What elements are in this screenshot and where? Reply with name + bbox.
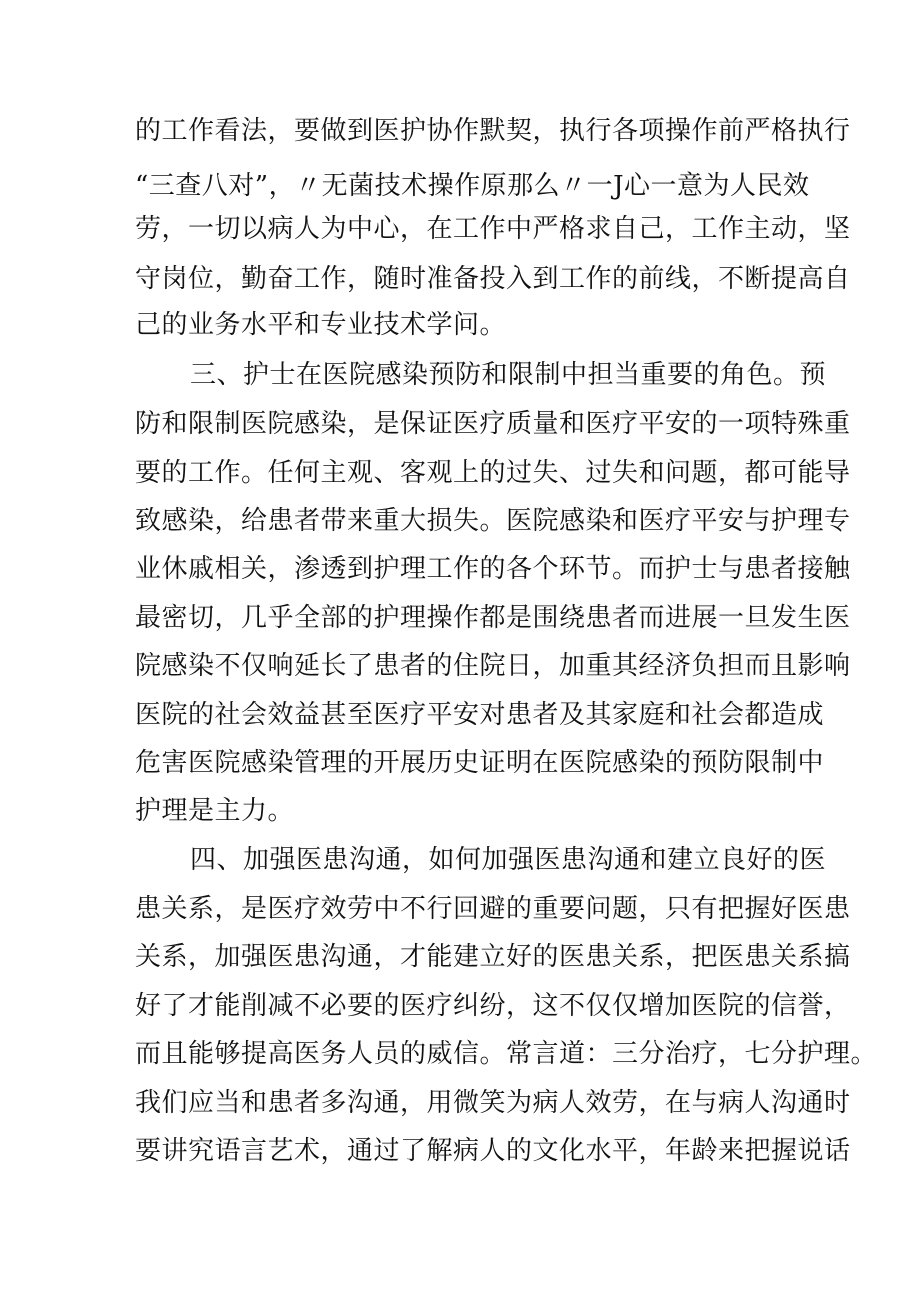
text-line: 而且能够提高医务人员的威信。常言道：三分治疗，七分护理。 (135, 1039, 878, 1069)
text-line: 关系，加强医患沟通，才能建立好的医患关系，把医患关系搞 (135, 942, 851, 972)
text-line: 院感染不仅响延长了患者的住院日，加重其经济负担而且影响 (135, 651, 851, 681)
text-line: 业休戚相关，渗透到护理工作的各个环节。而护士与患者接触 (135, 554, 851, 584)
text-line: 防和限制医院感染，是保证医疗质量和医疗平安的一项特殊重 (135, 409, 851, 439)
text-line: 要讲究语言艺术，通过了解病人的文化水平，年龄来把握说话 (135, 1136, 851, 1166)
text-line: 的工作看法，要做到医护协作默契，执行各项操作前严格执行 (135, 116, 851, 146)
text-line: 我们应当和患者多沟通，用微笑为病人效劳，在与病人沟通时 (135, 1088, 851, 1118)
text-line: 危害医院感染管理的开展历史证明在医院感染的预防限制中 (135, 748, 825, 778)
text-line: 劳，一切以病人为中心，在工作中严格求自己，工作主动，坚 (135, 214, 851, 244)
text-line: 要的工作。任何主观、客观上的过失、过失和问题，都可能导 (135, 458, 851, 488)
text-line: 守岗位，勤奋工作，随时准备投入到工作的前线，不断提高自 (135, 264, 851, 294)
text-line: 好了才能削减不必要的医疗纠纷，这不仅仅增加医院的信誉， (135, 991, 851, 1021)
text-line: 己的业务水平和专业技术学问。 (135, 310, 507, 340)
text-line: 患关系，是医疗效劳中不行回避的重要问题，只有把握好医患 (135, 894, 851, 924)
paragraph-start-line: 三、护士在医院感染预防和限制中担当重要的角色。预 (190, 360, 827, 390)
text-line: 最密切，几乎全部的护理操作都是围绕患者而进展一旦发生医 (135, 603, 851, 633)
text-line: 致感染，给患者带来重大损失。医院感染和医疗平安与护理专 (135, 506, 851, 536)
text-line: 医院的社会效益甚至医疗平安对患者及其家庭和社会都造成 (135, 700, 825, 730)
paragraph-start-line: 四、加强医患沟通，如何加强医患沟通和建立良好的医 (190, 845, 827, 875)
text-line: 护理是主力。 (135, 796, 295, 826)
text-line: “三查八对”，〃无菌技术操作原那么〃一J心一意为人民效 (135, 171, 810, 201)
